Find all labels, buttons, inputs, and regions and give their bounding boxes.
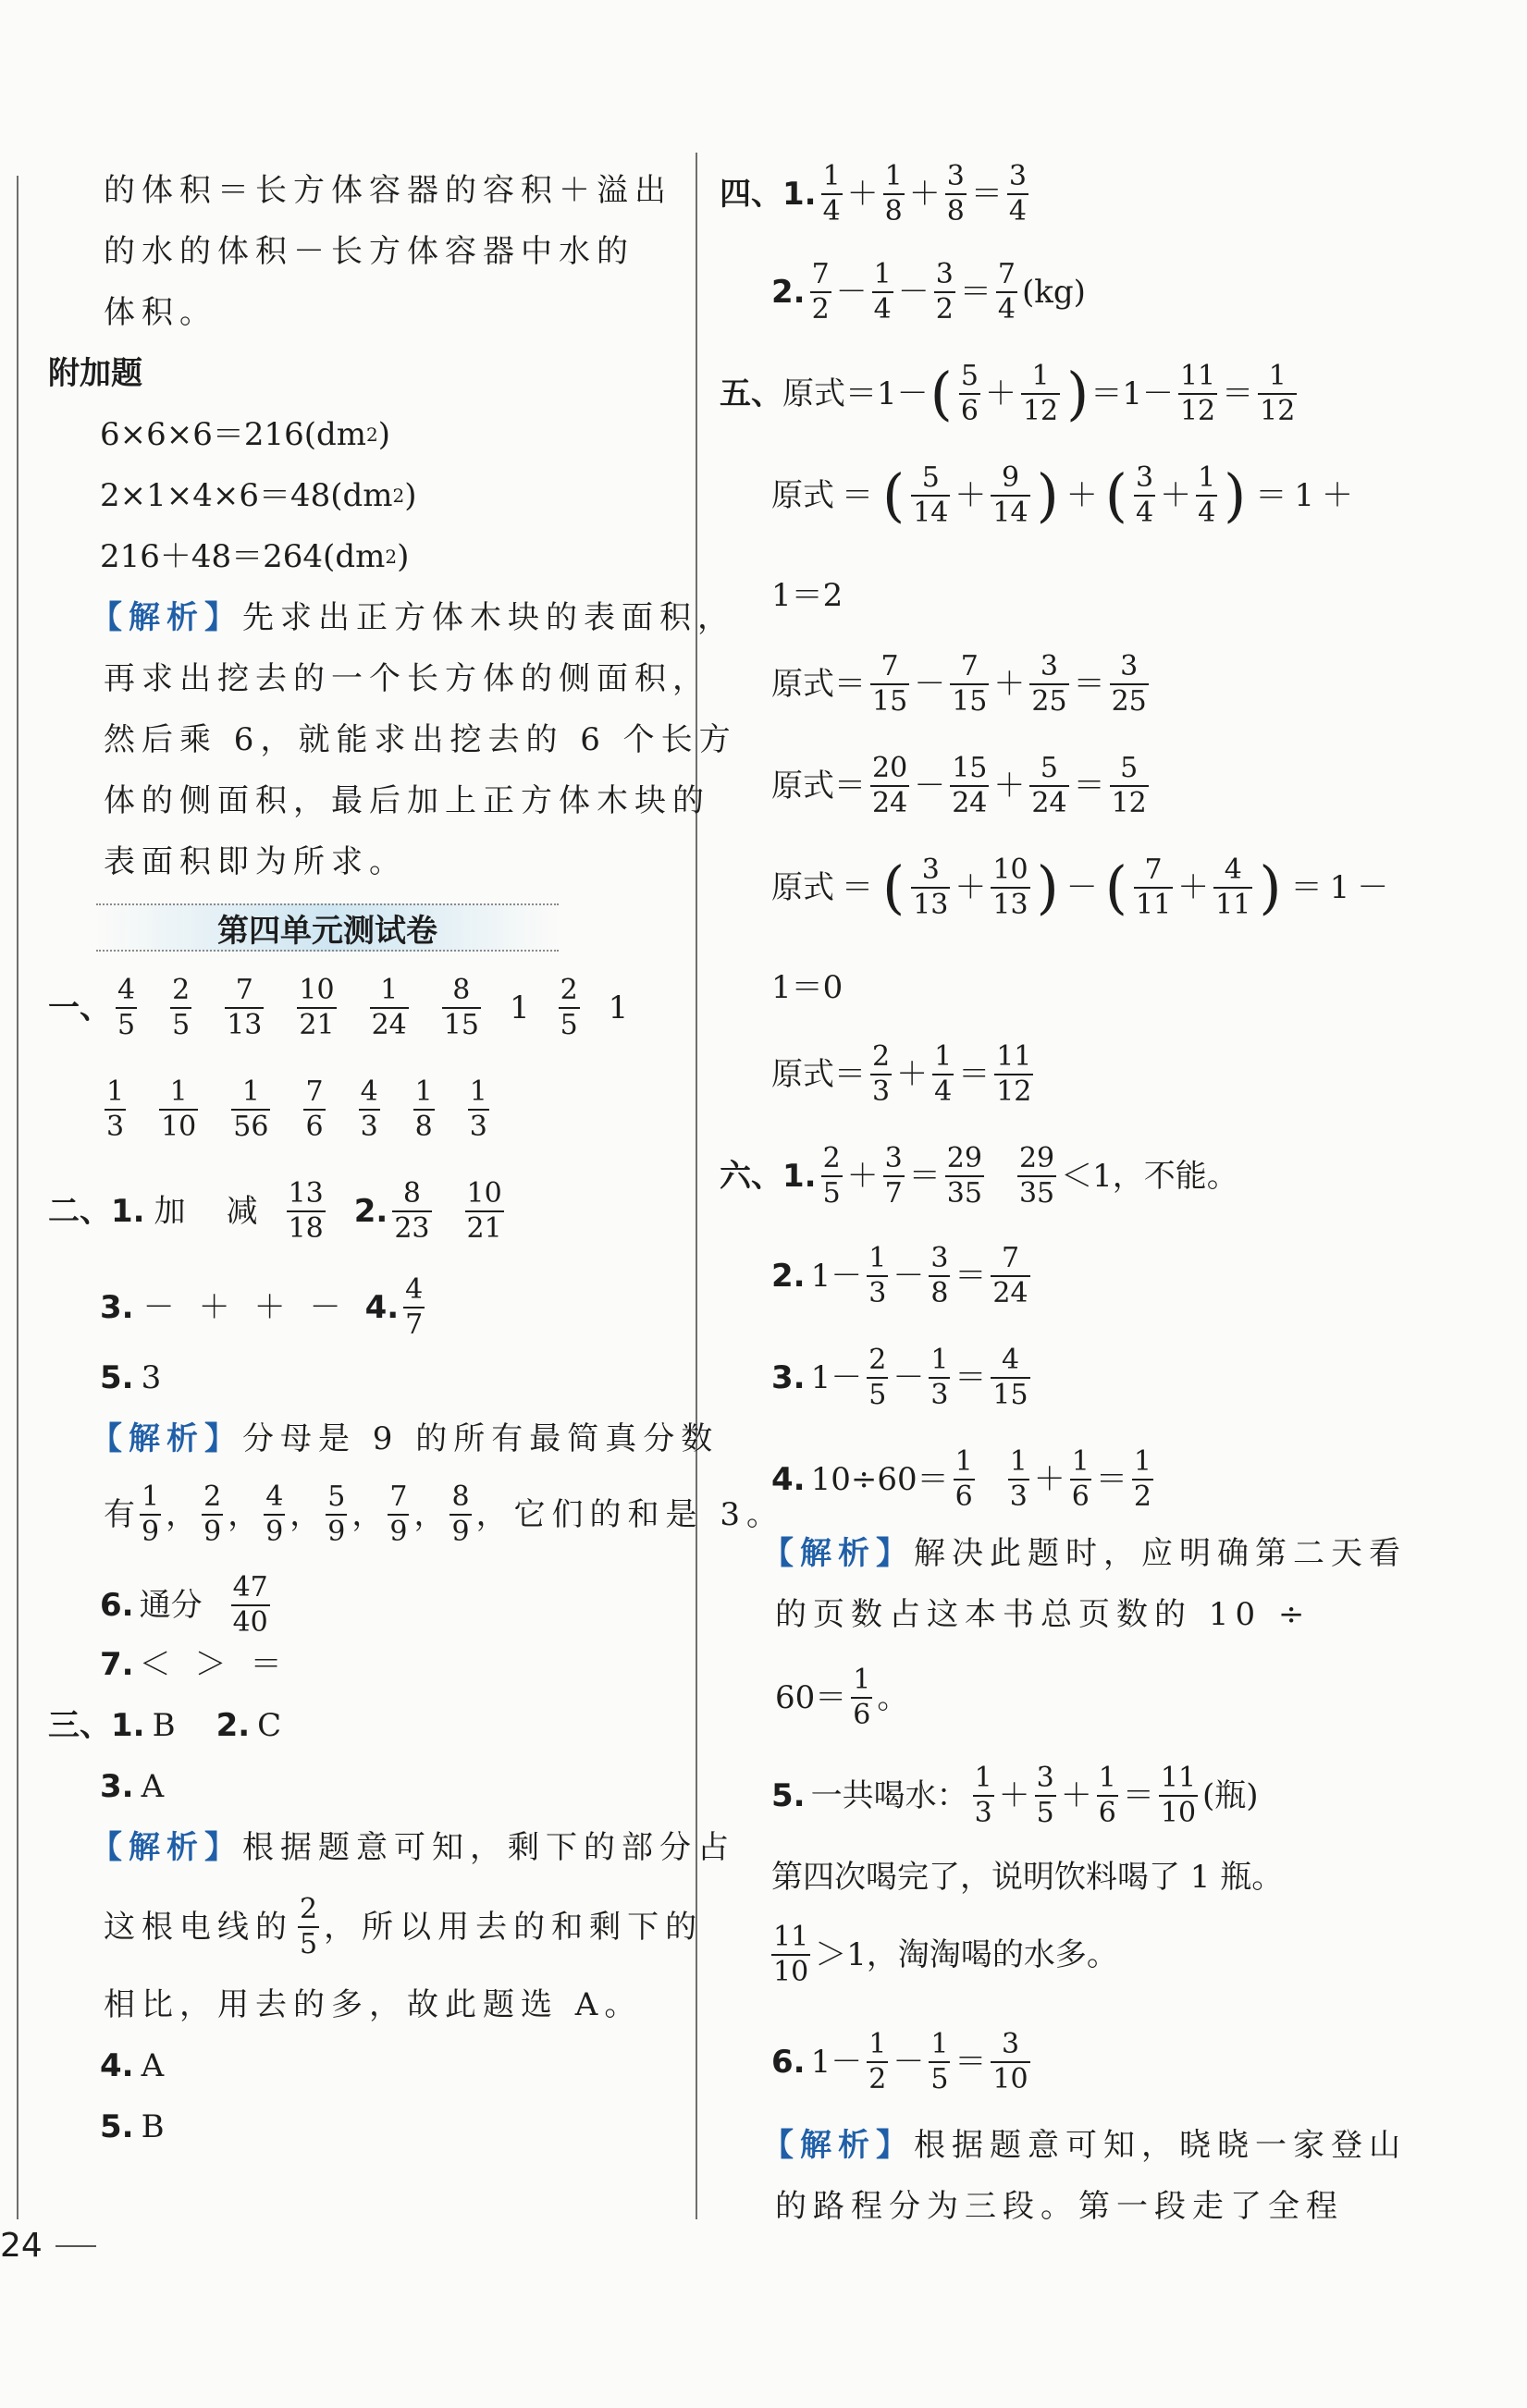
section-6-row-3: 3. 1 － $\frac{2}{5}$ － $\frac{1}{3}$ ＝ $\frac{4}{15}$: [771, 1344, 1028, 1411]
s5-1-f3: $\frac{11}{12}$: [1179, 360, 1216, 427]
explanation-1-line-2: 再求出挖去的一个长方体的侧面积，: [104, 660, 710, 697]
s2-4-frac: $\frac{4}{7}$: [405, 1273, 424, 1341]
section-3-label: 三、1.: [48, 1707, 145, 1744]
s1-r2-frac-4: $\frac{7}{6}$: [305, 1075, 324, 1143]
s6-3-f2: $\frac{1}{3}$: [930, 1344, 949, 1411]
exp2-frac-6: $\frac{8}{9}$: [451, 1480, 470, 1548]
s2-1-b: 减: [226, 1192, 258, 1230]
s6-4-f1: $\frac{1}{6}$: [954, 1445, 973, 1513]
s5-3-f1: $\frac{7}{15}$: [872, 650, 908, 718]
s6-2-f2: $\frac{3}{8}$: [930, 1242, 949, 1309]
s5-4-f2: $\frac{15}{24}$: [952, 752, 988, 819]
s2-1-a: 加: [154, 1192, 186, 1230]
s1-r2-frac-5: $\frac{4}{3}$: [360, 1075, 378, 1143]
section-6-row-5c: $\frac{11}{10}$ ＞ 1，淘淘喝的水多。: [773, 1921, 1118, 1988]
section-6-row-4: 4. 10 ÷ 60 ＝ $\frac{1}{6}$ $\frac{1}{3}$ ＋ $\frac{1}{6}$ ＝ $\frac{1}{2}$: [771, 1445, 1151, 1513]
extra-calc-3-rp: ): [397, 538, 410, 575]
extra-question-title: 附加题: [48, 355, 142, 392]
s5-3-f3: $\frac{3}{25}$: [1031, 650, 1067, 718]
section-2-row-3: [100, 1359, 162, 1396]
section-3-row-4: [100, 2047, 165, 2084]
s6-5c-frac: $\frac{11}{10}$: [773, 1921, 809, 1988]
s5-3-f2: $\frac{7}{15}$: [952, 650, 988, 718]
section-1-row-1: [48, 976, 628, 1039]
s2-1-frac: $\frac{13}{18}$: [288, 1177, 324, 1245]
explanation-1-line-1: [91, 599, 735, 636]
section-5-row-1: 五、 原式 ＝ 1 － ( $\frac{5}{6}$ ＋ $\frac{1}{12}$ ) ＝ 1 － $\frac{11}{12}$ ＝ $\frac{1}{12}$: [720, 359, 1296, 427]
s3-3-value: A: [141, 1768, 165, 1805]
exp2-pre: 有: [104, 1495, 135, 1533]
section-2-row-2: [100, 1275, 429, 1339]
s1-r2-frac-1: $\frac{1}{3}$: [106, 1075, 125, 1143]
s5-1-f1: $\frac{5}{6}$: [960, 360, 979, 427]
s6-5-f2: $\frac{3}{5}$: [1036, 1762, 1054, 1829]
s1-frac-7: $\frac{2}{5}$: [560, 974, 578, 1041]
s2-3-label: 3.: [100, 1288, 134, 1326]
s4-2-f1: $\frac{7}{2}$: [811, 258, 830, 326]
left-margin-line: [17, 176, 18, 2219]
s6-6-f2: $\frac{1}{5}$: [930, 2028, 949, 2095]
s4-1-f1: $\frac{1}{4}$: [822, 160, 841, 227]
extra-calc-2-sup: 2: [392, 485, 405, 507]
s2-5-value: 3: [141, 1359, 162, 1396]
s5-6-f3: $\frac{11}{12}$: [996, 1040, 1032, 1108]
s6-6-label: 6.: [771, 2043, 806, 2081]
s6-4-f4: $\frac{1}{2}$: [1133, 1445, 1151, 1513]
explanation-tag-4: 【解析】: [762, 1535, 914, 1572]
extra-calc-3-text: 216＋48＝264(dm: [100, 538, 386, 575]
section-5-row-4: 原式 ＝ $\frac{20}{24}$ － $\frac{15}{24}$ ＋ $\frac{5}{24}$ ＝ $\frac{5}{12}$: [771, 752, 1147, 819]
extra-calc-1-sup: 2: [366, 424, 378, 446]
s6-5-f3: $\frac{1}{6}$: [1098, 1762, 1116, 1829]
section-5-row-2b: 1＝2: [771, 577, 844, 614]
s3-4-label: 4.: [100, 2047, 134, 2084]
s6-4-f2: $\frac{1}{3}$: [1009, 1445, 1028, 1513]
s2-2-frac-1: $\frac{8}{23}$: [394, 1177, 430, 1245]
page-number-text: 24: [0, 2227, 43, 2265]
continued-text-line-2: 的水的体积－长方体容器中水的: [104, 233, 634, 270]
section-5-row-6: 原式 ＝ $\frac{2}{3}$ ＋ $\frac{1}{4}$ ＝ $\frac{11}{12}$: [771, 1040, 1032, 1108]
page-number-dash: [55, 2245, 96, 2247]
s1-frac-5: $\frac{1}{24}$: [371, 974, 407, 1041]
kg-unit: (kg): [1021, 273, 1086, 311]
exp2-post: ，它们的和是 3。: [475, 1495, 785, 1533]
explanation-tag-3: 【解析】: [91, 1829, 242, 1866]
s2-3-v2: ＋: [198, 1288, 230, 1326]
section-1-row-2: [100, 1077, 494, 1141]
section-6-row-5: 5. 一共喝水： $\frac{1}{3}$ ＋ $\frac{3}{5}$ ＋ $\frac{1}{6}$ ＝ $\frac{11}{10}$ (瓶): [771, 1762, 1259, 1829]
extra-calc-3-sup: 2: [385, 546, 398, 568]
s2-7-v3: ＝: [250, 1646, 282, 1683]
explanation-4-line-3: 60＝ $\frac{1}{6}$ 。: [775, 1664, 909, 1731]
section-2-row-1: [48, 1179, 509, 1243]
exp3-frac: $\frac{2}{5}$: [300, 1893, 318, 1960]
s5-1-f2: $\frac{1}{12}$: [1022, 360, 1059, 427]
section-2-row-6: [100, 1573, 275, 1637]
explanation-3-line-2: [104, 1895, 703, 1959]
s5-4-f1: $\frac{20}{24}$: [872, 752, 908, 819]
section-5-row-3: 原式 ＝ $\frac{7}{15}$ － $\frac{7}{15}$ ＋ $\frac{3}{25}$ ＝ $\frac{3}{25}$: [771, 650, 1147, 718]
s2-7-label: 7.: [100, 1646, 134, 1683]
s6-3-label: 3.: [771, 1358, 806, 1396]
explanation-5-line-2: 的路程分为三段。第一段走了全程: [775, 2188, 1344, 2225]
s5-2-f1: $\frac{5}{14}$: [913, 461, 949, 529]
section-3-row-1: [48, 1707, 282, 1744]
s5-2-f3: $\frac{3}{4}$: [1135, 461, 1154, 529]
exp3-pre: 这根电线的: [104, 1908, 293, 1946]
extra-calc-3: [100, 538, 410, 575]
s1-one-1: 1: [509, 989, 530, 1026]
s6-3-f1: $\frac{2}{5}$: [868, 1344, 887, 1411]
s6-1-tail: 1，不能。: [1092, 1157, 1238, 1195]
s2-3-v1: －: [142, 1288, 175, 1326]
s5-6-f2: $\frac{1}{4}$: [934, 1040, 953, 1108]
s5-3-f4: $\frac{3}{25}$: [1111, 650, 1147, 718]
explanation-4-text-1: 解决此题时，应明确第二天看: [914, 1535, 1407, 1572]
section-3-row-3: [100, 1768, 165, 1805]
extra-calc-1: [100, 416, 391, 453]
s1-frac-1: $\frac{4}{5}$: [117, 974, 136, 1041]
s2-5-label: 5.: [100, 1359, 134, 1396]
explanation-1-text-1: 先求出正方体木块的表面积，: [242, 599, 735, 636]
s6-1-f3: $\frac{29}{35}$: [946, 1142, 982, 1210]
s5-4-f4: $\frac{5}{12}$: [1111, 752, 1147, 819]
s4-2-f3: $\frac{3}{2}$: [935, 258, 954, 326]
s2-3-v4: －: [309, 1288, 341, 1326]
explanation-5-text-1: 根据题意可知，晓晓一家登山: [914, 2127, 1407, 2164]
s6-1-f2: $\frac{3}{7}$: [884, 1142, 903, 1210]
s4-2-f4: $\frac{7}{4}$: [997, 258, 1016, 326]
explanation-tag-5: 【解析】: [762, 2127, 914, 2164]
s2-2-frac-2: $\frac{10}{21}$: [466, 1177, 502, 1245]
explanation-1-line-5: 表面积即为所求。: [104, 843, 407, 880]
section-6-row-5b: 第四次喝完了，说明饮料喝了 1 瓶。: [771, 1859, 1284, 1896]
s1-r2-frac-2: $\frac{1}{10}$: [161, 1075, 197, 1143]
s6-6-f3: $\frac{3}{10}$: [992, 2028, 1028, 2095]
s6-1-f1: $\frac{2}{5}$: [822, 1142, 841, 1210]
explanation-2-line-1: [91, 1420, 720, 1457]
s2-6-frac: $\frac{47}{40}$: [232, 1571, 268, 1639]
section-3-row-5: [100, 2108, 165, 2145]
continued-text-line-3: 体积。: [104, 294, 217, 331]
section-2-label: 二、1.: [48, 1192, 145, 1230]
s4-1-f2: $\frac{1}{8}$: [884, 160, 903, 227]
exp2-frac-3: $\frac{4}{9}$: [265, 1480, 284, 1548]
exp2-frac-5: $\frac{7}{9}$: [389, 1480, 408, 1548]
s3-5-value: B: [141, 2108, 165, 2145]
s1-frac-3: $\frac{7}{13}$: [227, 974, 263, 1041]
extra-calc-2: [100, 477, 417, 514]
section-1-label: 一、: [48, 989, 111, 1026]
s5-4-f3: $\frac{5}{24}$: [1031, 752, 1067, 819]
section-2-row-7: [100, 1646, 282, 1683]
s5-5-f3: $\frac{7}{11}$: [1135, 854, 1172, 921]
s6-3-f3: $\frac{4}{15}$: [992, 1344, 1028, 1411]
s2-6-label: 6.: [100, 1586, 134, 1624]
exp2-frac-2: $\frac{2}{9}$: [203, 1480, 222, 1548]
s5-6-f1: $\frac{2}{3}$: [872, 1040, 891, 1108]
s1-one-2: 1: [608, 989, 629, 1026]
s6-4-f3: $\frac{1}{6}$: [1071, 1445, 1090, 1513]
explanation-5-line-1: [762, 2127, 1407, 2164]
section-6-row-2: 2. 1 － $\frac{1}{3}$ － $\frac{3}{8}$ ＝ $\frac{7}{24}$: [771, 1242, 1028, 1309]
s3-1-value: B: [152, 1707, 176, 1744]
section-5-row-5: 原式 ＝ ( $\frac{3}{13}$ ＋ $\frac{10}{13}$ ) － ( $\frac{7}{11}$ ＋ $\frac{4}{11}$ ) ＝ 1 －: [771, 853, 1389, 921]
s4-2-f2: $\frac{1}{4}$: [873, 258, 892, 326]
s1-frac-2: $\frac{2}{5}$: [172, 974, 191, 1041]
explanation-4-line-2: 的页数占这本书总页数的 10 ÷: [775, 1596, 1311, 1633]
s2-6-text: 通分: [139, 1586, 203, 1624]
s6-2-label: 2.: [771, 1257, 806, 1295]
explanation-2-line-2: 有 $\frac{1}{9}$ ， $\frac{2}{9}$ ， $\frac{4}{9}$ ， $\frac{5}{9}$ ， $\frac{7}{9}$ ， $\frac{8}{9}$ ，它们的和是 3。: [104, 1480, 785, 1548]
exp3-post: ，所以用去的和剩下的: [324, 1908, 704, 1946]
section-6-row-6: 6. 1 － $\frac{1}{2}$ － $\frac{1}{5}$ ＝ $\frac{3}{10}$: [771, 2028, 1028, 2095]
s5-2-f4: $\frac{1}{4}$: [1198, 461, 1216, 529]
exp4-frac: $\frac{1}{6}$: [853, 1664, 871, 1731]
explanation-1-line-3: 然后乘 6，就能求出挖去的 6 个长方: [104, 721, 737, 758]
extra-calc-2-text: 2×1×4×6＝48(dm: [100, 477, 393, 514]
section-6-row-1: 六、1. $\frac{2}{5}$ ＋ $\frac{3}{7}$ ＝ $\frac{29}{35}$ $\frac{29}{35}$ ＜ 1，不能。: [720, 1142, 1238, 1210]
s2-3-v3: ＋: [253, 1288, 286, 1326]
unit-test-title: 第四单元测试卷: [96, 903, 559, 952]
s5-5-f2: $\frac{10}{13}$: [992, 854, 1028, 921]
s3-2-value: C: [257, 1707, 282, 1744]
s5-5-f4: $\frac{4}{11}$: [1215, 854, 1251, 921]
section-4-row-2: 2. $\frac{7}{2}$ － $\frac{1}{4}$ － $\frac{3}{2}$ ＝ $\frac{7}{4}$ (kg): [771, 258, 1086, 326]
s2-7-v1: ＜: [139, 1646, 171, 1683]
continued-text-line-1: 的体积＝长方体容器的容积＋溢出: [104, 172, 672, 209]
s5-2-f2: $\frac{9}{14}$: [992, 461, 1028, 529]
s3-4-value: A: [141, 2047, 165, 2084]
exp2-frac-4: $\frac{5}{9}$: [327, 1480, 346, 1548]
s1-frac-6: $\frac{8}{15}$: [443, 974, 479, 1041]
s3-3-label: 3.: [100, 1768, 134, 1805]
s4-2-label: 2.: [771, 273, 806, 311]
s3-2-label: 2.: [216, 1707, 251, 1744]
s2-4-label: 4.: [364, 1288, 400, 1326]
explanation-3-line-1: [91, 1829, 735, 1866]
s4-1-f3: $\frac{3}{8}$: [946, 160, 965, 227]
s6-6-f1: $\frac{1}{2}$: [868, 2028, 887, 2095]
s6-1-f4: $\frac{29}{35}$: [1018, 1142, 1055, 1210]
extra-calc-1-rp: ): [377, 416, 391, 453]
section-5-row-2: 原式 ＝ ( $\frac{5}{14}$ ＋ $\frac{9}{14}$ ) ＋ ( $\frac{3}{4}$ ＋ $\frac{1}{4}$ ) ＝ 1 ＋: [771, 461, 1354, 529]
s6-5-f1: $\frac{1}{3}$: [974, 1762, 992, 1829]
s5-1-f4: $\frac{1}{12}$: [1260, 360, 1296, 427]
s1-r2-frac-6: $\frac{1}{8}$: [414, 1075, 433, 1143]
s2-2-label: 2.: [353, 1192, 388, 1230]
s3-5-label: 5.: [100, 2108, 134, 2145]
explanation-3-line-3: 相比，用去的多，故此题选 A。: [104, 1986, 643, 2023]
section-4-label: 四、1.: [720, 175, 817, 213]
explanation-2-text-1: 分母是 9 的所有最简真分数: [242, 1420, 720, 1457]
s6-5-label: 5.: [771, 1776, 806, 1814]
s4-1-f4: $\frac{3}{4}$: [1008, 160, 1027, 227]
s6-2-f1: $\frac{1}{3}$: [868, 1242, 887, 1309]
explanation-1-line-4: 体的侧面积，最后加上正方体木块的: [104, 782, 710, 819]
extra-calc-1-text: 6×6×6＝216(dm: [100, 416, 367, 453]
s6-5-f4: $\frac{11}{10}$: [1160, 1762, 1197, 1829]
explanation-3-text-1: 根据题意可知，剩下的部分占: [242, 1829, 735, 1866]
extra-calc-2-rp: ): [404, 477, 417, 514]
s6-2-f3: $\frac{7}{24}$: [992, 1242, 1028, 1309]
explanation-tag-2: 【解析】: [91, 1420, 242, 1457]
explanation-4-line-1: [762, 1535, 1407, 1572]
section-5-row-5b: 1＝0: [771, 969, 844, 1006]
s2-7-v2: ＞: [194, 1646, 227, 1683]
s1-frac-4: $\frac{10}{21}$: [299, 974, 335, 1041]
s5-5-f1: $\frac{3}{13}$: [913, 854, 949, 921]
page-number: [0, 2227, 96, 2265]
section-5-label: 五、: [720, 375, 782, 412]
section-4-row-1: 四、1. $\frac{1}{4}$ ＋ $\frac{1}{8}$ ＋ $\frac{3}{8}$ ＝ $\frac{3}{4}$: [720, 160, 1027, 227]
explanation-tag: 【解析】: [91, 599, 242, 636]
section-6-label: 六、1.: [720, 1157, 817, 1195]
s6-4-label: 4.: [771, 1460, 806, 1498]
s1-r2-frac-7: $\frac{1}{3}$: [469, 1075, 487, 1143]
s1-r2-frac-3: $\frac{1}{56}$: [233, 1075, 269, 1143]
exp2-frac-1: $\frac{1}{9}$: [142, 1480, 160, 1548]
